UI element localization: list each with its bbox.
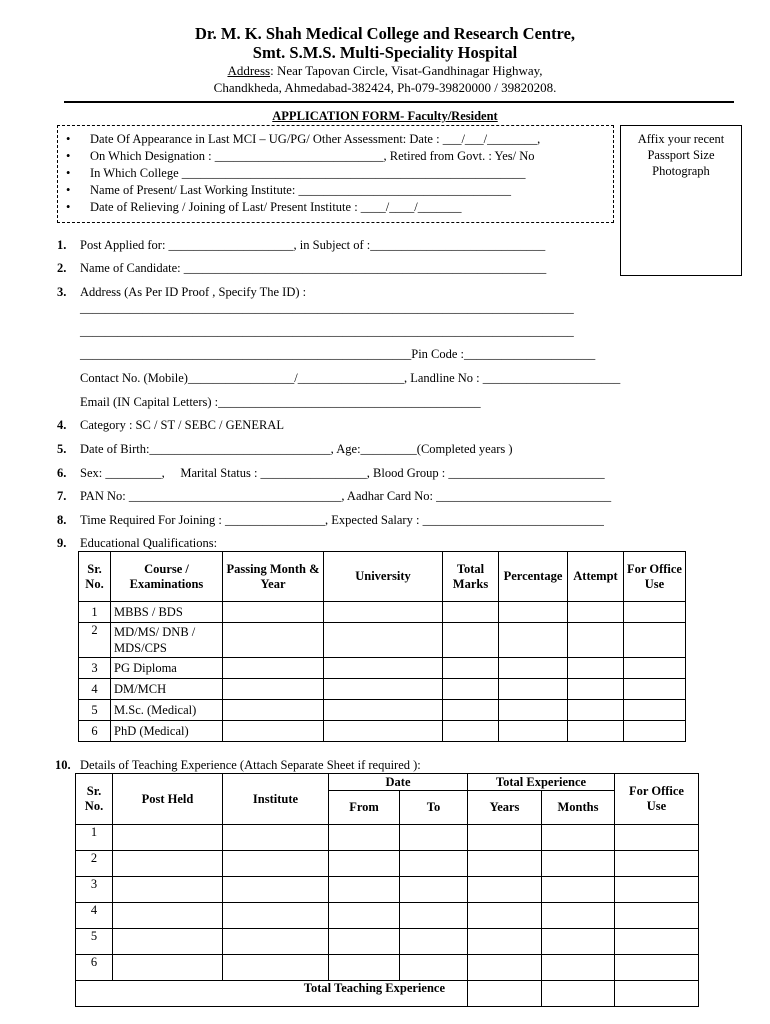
field-number: 2. — [57, 261, 67, 275]
address-line-field[interactable]: _______________________________________________________________________________ — [80, 324, 574, 338]
input-cell[interactable] — [329, 903, 400, 929]
col-header: Institute — [223, 774, 329, 825]
input-cell[interactable] — [329, 929, 400, 955]
input-cell[interactable] — [499, 658, 568, 679]
course-name: MD/MS/ DNB / MDS/CPS — [111, 623, 223, 658]
input-cell[interactable] — [223, 679, 324, 700]
input-cell[interactable] — [329, 851, 400, 877]
table-row — [76, 955, 699, 981]
sr-no: 2 — [79, 623, 111, 658]
input-cell[interactable] — [568, 700, 624, 721]
input-cell[interactable] — [329, 877, 400, 903]
input-cell[interactable] — [113, 825, 223, 851]
input-cell[interactable] — [443, 602, 499, 623]
col-header: Percentage — [499, 552, 568, 602]
input-cell[interactable] — [113, 929, 223, 955]
sr-no: 5 — [79, 700, 111, 721]
col-header: Date — [329, 774, 468, 791]
field-number: 10. — [55, 758, 71, 772]
office-use-cell — [624, 679, 686, 700]
input-cell[interactable] — [542, 851, 615, 877]
office-use-cell — [615, 929, 699, 955]
total-months-cell[interactable] — [542, 981, 615, 1007]
table-row — [76, 929, 699, 955]
input-cell[interactable] — [568, 623, 624, 658]
field-number: 8. — [57, 513, 67, 527]
field-number: 6. — [57, 466, 67, 480]
input-cell[interactable] — [400, 929, 468, 955]
col-header: Total Experience — [468, 774, 615, 791]
col-header: From — [329, 791, 400, 825]
bullet-item[interactable] — [60, 182, 540, 199]
table-row — [79, 700, 686, 721]
table-row — [76, 851, 699, 877]
input-cell[interactable] — [400, 903, 468, 929]
input-cell[interactable] — [223, 851, 329, 877]
photo-box[interactable] — [620, 125, 742, 276]
office-use-cell — [624, 700, 686, 721]
input-cell[interactable] — [113, 955, 223, 981]
bullet-item[interactable] — [60, 148, 540, 165]
sr-no: 1 — [79, 602, 111, 623]
sr-no: 3 — [76, 877, 113, 903]
office-use-cell — [615, 981, 699, 1007]
office-use-cell — [615, 877, 699, 903]
input-cell[interactable] — [568, 658, 624, 679]
col-header: Post Held — [113, 774, 223, 825]
joining-salary-field[interactable]: Time Required For Joining : ________________, Expected Salary : _____________________________ — [80, 513, 604, 527]
input-cell[interactable] — [443, 721, 499, 742]
col-header: Months — [542, 791, 615, 825]
bullet-item[interactable] — [60, 131, 540, 148]
table-row — [76, 877, 699, 903]
col-header: Sr. No. — [79, 552, 111, 602]
bullet-icon: • — [66, 166, 71, 180]
sr-no: 6 — [76, 955, 113, 981]
pan-aadhar-field[interactable]: PAN No: __________________________________, Aadhar Card No: ____________________________ — [80, 489, 612, 503]
bullet-icon: • — [66, 149, 71, 163]
input-cell[interactable] — [443, 623, 499, 658]
photo-box-line: Affix your recent — [637, 132, 725, 146]
input-cell[interactable] — [223, 658, 324, 679]
input-cell[interactable] — [400, 825, 468, 851]
bullet-item[interactable] — [60, 199, 540, 216]
photo-box-line: Photograph — [652, 164, 710, 178]
candidate-name-field[interactable]: Name of Candidate: __________________________________________________________ — [80, 261, 547, 275]
input-cell[interactable] — [468, 929, 542, 955]
bullet-icon: • — [66, 183, 71, 197]
input-cell[interactable] — [223, 825, 329, 851]
col-header: Course / Examinations — [111, 552, 223, 602]
col-header: For Office Use — [615, 774, 699, 825]
course-name: M.Sc. (Medical) — [111, 700, 223, 721]
input-cell[interactable] — [324, 602, 443, 623]
input-cell[interactable] — [499, 721, 568, 742]
input-cell[interactable] — [329, 955, 400, 981]
col-header: Passing Month & Year — [223, 552, 324, 602]
bullet-text: Date of Relieving / Joining of Last/ Present Institute : ____/____/_______ — [90, 200, 462, 214]
course-name: MBBS / BDS — [111, 602, 223, 623]
sr-no: 4 — [76, 903, 113, 929]
office-use-cell — [615, 955, 699, 981]
input-cell[interactable] — [568, 721, 624, 742]
input-cell[interactable] — [113, 877, 223, 903]
course-name: PG Diploma — [111, 658, 223, 679]
col-header: Sr. No. — [76, 774, 113, 825]
input-cell[interactable] — [223, 602, 324, 623]
col-header: For Office Use — [624, 552, 686, 602]
dob-age-field[interactable]: Date of Birth:_____________________________, Age:_________(Completed years ) — [80, 442, 513, 456]
assessment-bullet-list — [60, 131, 540, 216]
input-cell[interactable] — [400, 955, 468, 981]
education-header-row — [79, 552, 686, 602]
input-cell[interactable] — [542, 877, 615, 903]
field-number: 9. — [57, 536, 67, 550]
col-header: Years — [468, 791, 542, 825]
address-line-1 — [0, 63, 770, 79]
college-name: Dr. M. K. Shah Medical College and Research Centre, — [194, 24, 576, 43]
input-cell[interactable] — [468, 851, 542, 877]
input-cell[interactable] — [468, 877, 542, 903]
input-cell[interactable] — [324, 700, 443, 721]
table-row — [79, 721, 686, 742]
table-row — [76, 825, 699, 851]
input-cell[interactable] — [542, 929, 615, 955]
input-cell[interactable] — [499, 679, 568, 700]
address-label: Address — [227, 63, 271, 78]
col-header: Attempt — [568, 552, 624, 602]
total-teaching-experience-label: Total Teaching Experience — [76, 981, 468, 1007]
input-cell[interactable] — [400, 877, 468, 903]
input-cell[interactable] — [223, 700, 324, 721]
office-use-cell — [615, 903, 699, 929]
address-line-field[interactable]: _______________________________________________________________________________ — [80, 301, 574, 315]
input-cell[interactable] — [223, 721, 324, 742]
bullet-item[interactable] — [60, 165, 540, 182]
bullet-icon: • — [66, 132, 71, 146]
field-number: 1. — [57, 238, 67, 252]
input-cell[interactable] — [443, 700, 499, 721]
input-cell[interactable] — [324, 658, 443, 679]
field-number: 7. — [57, 489, 67, 503]
input-cell[interactable] — [568, 602, 624, 623]
hospital-name: Smt. S.M.S. Multi-Speciality Hospital — [252, 43, 518, 62]
sr-no: 2 — [76, 851, 113, 877]
table-row — [79, 679, 686, 700]
col-header: University — [324, 552, 443, 602]
photo-box-line: Passport Size — [647, 148, 715, 162]
input-cell[interactable] — [542, 903, 615, 929]
sex-marital-blood-field[interactable]: Sex: _________, Marital Status : _________________, Blood Group : _________________________ — [80, 466, 605, 480]
header-divider — [64, 101, 734, 103]
office-use-cell — [624, 602, 686, 623]
input-cell[interactable] — [324, 679, 443, 700]
col-header: Total Marks — [443, 552, 499, 602]
address-line-2: Chandkheda, Ahmedabad-382424, Ph-079-39820000 / 39820208. — [213, 80, 557, 95]
sr-no: 1 — [76, 825, 113, 851]
office-use-cell — [624, 623, 686, 658]
input-cell[interactable] — [468, 825, 542, 851]
address-text: : Near Tapovan Circle, Visat-Gandhinagar Highway, — [270, 63, 543, 78]
form-title: APPLICATION FORM- Faculty/Resident — [272, 109, 498, 123]
bullet-text: Date Of Appearance in Last MCI – UG/PG/ Other Assessment: Date : ___/___/________, — [90, 132, 541, 146]
teaching-experience-table — [75, 773, 699, 1007]
bullet-icon: • — [66, 200, 71, 214]
input-cell[interactable] — [223, 623, 324, 658]
input-cell[interactable] — [542, 825, 615, 851]
input-cell[interactable] — [468, 903, 542, 929]
sr-no: 5 — [76, 929, 113, 955]
office-use-cell — [615, 825, 699, 851]
input-cell[interactable] — [223, 929, 329, 955]
input-cell[interactable] — [324, 721, 443, 742]
table-row — [79, 623, 686, 658]
education-section-label: Educational Qualifications: — [80, 536, 218, 550]
bullet-text: On Which Designation : ___________________________, Retired from Govt. : Yes/ No — [90, 149, 535, 163]
input-cell[interactable] — [499, 700, 568, 721]
experience-header-row — [76, 774, 699, 791]
input-cell[interactable] — [499, 602, 568, 623]
course-name: DM/MCH — [111, 679, 223, 700]
input-cell[interactable] — [329, 825, 400, 851]
contact-field[interactable]: Contact No. (Mobile)_________________/_________________, Landline No : ______________________ — [80, 371, 621, 385]
total-row — [76, 981, 699, 1007]
category-field[interactable]: Category : SC / ST / SEBC / GENERAL — [80, 418, 284, 432]
col-header: To — [400, 791, 468, 825]
table-row — [79, 658, 686, 679]
input-cell[interactable] — [324, 623, 443, 658]
field-number: 3. — [57, 285, 67, 299]
field-number: 5. — [57, 442, 67, 456]
field-number: 4. — [57, 418, 67, 432]
address-field-label: Address (As Per ID Proof , Specify The ID) : — [80, 285, 307, 299]
input-cell[interactable] — [443, 679, 499, 700]
course-name: PhD (Medical) — [111, 721, 223, 742]
input-cell[interactable] — [113, 903, 223, 929]
table-row — [76, 903, 699, 929]
office-use-cell — [615, 851, 699, 877]
input-cell[interactable] — [223, 955, 329, 981]
bullet-text: In Which College _______________________________________________________ — [90, 166, 526, 180]
sr-no: 6 — [79, 721, 111, 742]
office-use-cell — [624, 658, 686, 679]
input-cell[interactable] — [443, 658, 499, 679]
sr-no: 4 — [79, 679, 111, 700]
input-cell[interactable] — [542, 955, 615, 981]
table-row — [79, 602, 686, 623]
input-cell[interactable] — [468, 955, 542, 981]
input-cell[interactable] — [400, 851, 468, 877]
input-cell[interactable] — [223, 877, 329, 903]
email-field[interactable]: Email (IN Capital Letters) :__________________________________________ — [80, 395, 481, 409]
post-applied-field[interactable]: Post Applied for: ____________________, in Subject of :____________________________ — [80, 238, 546, 252]
input-cell[interactable] — [499, 623, 568, 658]
pin-code-field[interactable]: _____________________________________________________Pin Code :_____________________ — [80, 347, 596, 361]
input-cell[interactable] — [223, 903, 329, 929]
office-use-cell — [624, 721, 686, 742]
bullet-text: Name of Present/ Last Working Institute: __________________________________ — [90, 183, 511, 197]
input-cell[interactable] — [113, 851, 223, 877]
total-years-cell[interactable] — [468, 981, 542, 1007]
input-cell[interactable] — [568, 679, 624, 700]
experience-section-label: Details of Teaching Experience (Attach Separate Sheet if required ): — [80, 758, 421, 772]
sr-no: 3 — [79, 658, 111, 679]
education-table — [78, 551, 686, 742]
